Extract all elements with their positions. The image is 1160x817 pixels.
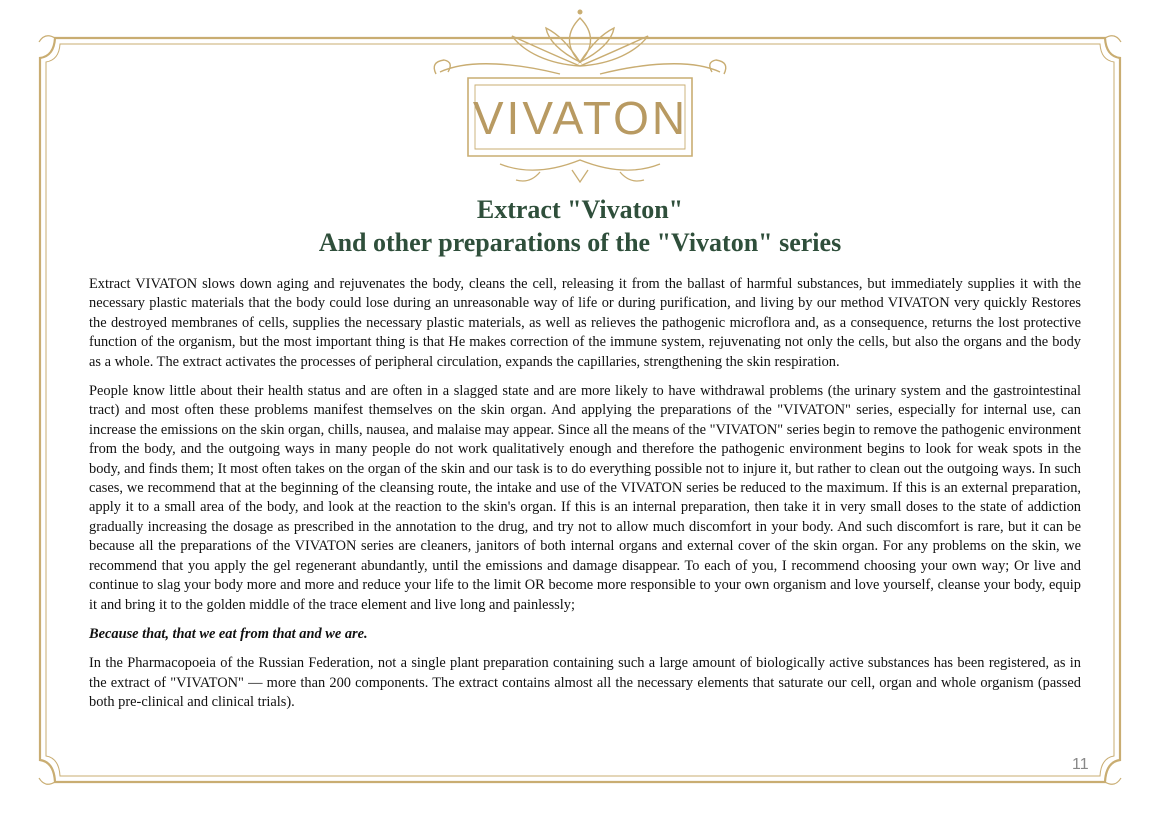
- page-title: Extract "Vivaton": [476, 195, 684, 224]
- vivaton-logo: VIVATON: [472, 92, 689, 144]
- paragraph: People know little about their health status and are often in a slagged state and are more likely to have withdrawal problems (the urinary system and the gastrointestinal tract) and most often these problems manifest themselves on the skin organ. And applying the preparations of the "VIVATON" series, especially for internal use, can increase the emissions on the skin organ, chills, nausea, and malaise may appear. Since all the means of the "VIVATON" series begin to remove the pathogenic environment from the body, and the outgoing ways in many people do not work qualitatively enough and therefore the pathogenic environment begins to look for weak spots in the body, and finds them; It most often takes on the organ of the skin and our task is to do everything possible not to injure it, but rather to clean out the outgoing ways. In such cases, we recommend that at the beginning of the cleansing route, the intake and use of the VIVATON series be reduced to the maximum. If this is an external preparation, apply it to a small area of the body, and look at the reaction to the skin's organ. If this is an internal preparation, then take it in very small doses to the state of addiction gradually increasing the dosage as prescribed in the annotation to the drug, and try not to allow much discomfort in your body. And such discomfort is rare, but it can be because all the preparations of the VIVATON series are cleaners, janitors of both internal organs and external cover of the skin organ. For any problems on the skin, we recommend that you apply the gel regenerant abundantly, until the emissions and damage disappear. To each of you, I recommend choosing your own way; Or live and continue to slag your body more and more and reduce your life to the limit OR become more responsible to your own organism and love yourself, cleanse your body, equip it and bring it to the golden middle of the trace element and live long and painlessly;: [89, 383, 1081, 613]
- lotus-crown-ornament: [434, 10, 726, 75]
- paragraph: Extract VIVATON slows down aging and rejuvenates the body, cleans the cell, releasing it from the ballast of harmful substances, but immediately supplies it with the necessary plastic materials that the body could lose during an unreasonable way of life or during purification, and living by our method VIVATON very quickly Restores the destroyed membranes of cells, supplies the necessary plastic materials, as well as relieves the pathogenic microflora and, as a consequence, returns the lost protective function of the organism, but the most important thing is that He makes correction of the immune system, rejuvenating not only the cells, but also the organs and the body as a whole. The extract activates the processes of peripheral circulation, expands the capillaries, strengthening the skin respiration.: [89, 276, 1081, 370]
- body-text: [89, 275, 1081, 723]
- scroll-flourish-ornament: [500, 160, 660, 182]
- paragraph: In the Pharmacopoeia of the Russian Federation, not a single plant preparation containing such a large amount of biologically active substances has been registered, as in the extract of "VIVATON" — more than 200 components. The extract contains almost all the necessary elements that saturate our cell, organ and whole organism (passed both pre-clinical and clinical trials).: [89, 655, 1081, 711]
- page-subtitle: And other preparations of the "Vivaton" series: [318, 228, 842, 257]
- page-number: 11: [1072, 756, 1089, 773]
- emphasis-line: Because that, that we eat from that and we are.: [89, 625, 368, 642]
